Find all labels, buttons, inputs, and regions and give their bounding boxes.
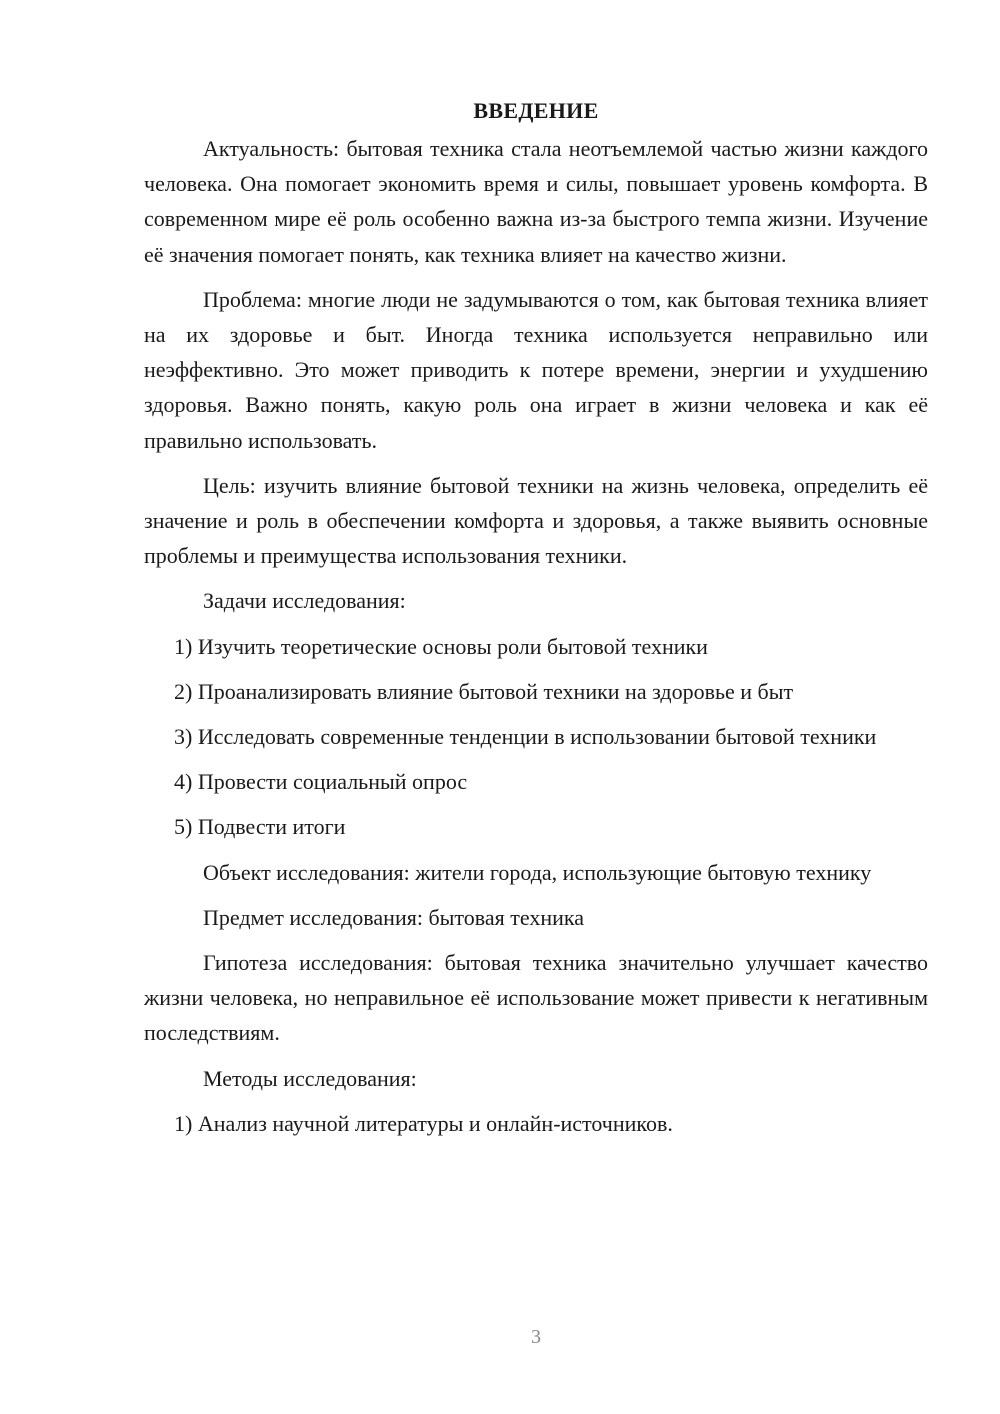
- problem-paragraph: Проблема: многие люди не задумываются о том, как бытовая техника влияет на их здоровье и быт. Иногда техника используется неправильно или неэффективно. Это может приводить к потере времени, энергии и ухудшению здоровья. Важно понять, какую роль она играет в жизни человека и как её правильно использовать.: [144, 286, 928, 453]
- hypothesis-paragraph: Гипотеза исследования: бытовая техника значительно улучшает качество жизни человека, но неправильное её использование может привести к негативным последствиям.: [144, 950, 928, 1046]
- methods-title: Методы исследования:: [203, 1065, 417, 1091]
- tasks-title: Задачи исследования:: [203, 588, 406, 614]
- task-item-2: 2) Проанализировать влияние бытовой техники на здоровье и быт: [174, 678, 794, 704]
- page-number: 3: [531, 1326, 541, 1348]
- object-paragraph: Объект исследования: жители города, использующие бытовую технику: [203, 859, 872, 885]
- task-item-5: 5) Подвести итоги: [174, 814, 346, 840]
- task-item-3: 3) Исследовать современные тенденции в использовании бытовой техники: [174, 724, 877, 750]
- method-item-1: 1) Анализ научной литературы и онлайн-источников.: [174, 1110, 673, 1136]
- subject-paragraph: Предмет исследования: бытовая техника: [203, 904, 584, 930]
- section-heading: ВВЕДЕНИЕ: [473, 98, 599, 123]
- task-item-1: 1) Изучить теоретические основы роли бытовой техники: [174, 633, 708, 659]
- task-item-4: 4) Провести социальный опрос: [174, 769, 468, 795]
- goal-paragraph: Цель: изучить влияние бытовой техники на жизнь человека, определить её значение и роль в обеспечении комфорта и здоровья, а также выявить основные проблемы и преимущества использования техники.: [144, 472, 928, 569]
- document-page: [144, 95, 928, 1151]
- relevance-paragraph: Актуальность: бытовая техника стала неотъемлемой частью жизни каждого человека. Она помогает экономить время и силы, повышает уровень комфорта. В современном мире её роль особенно важна из-за быстрого темпа жизни. Изучение её значения помогает понять, как техника влияет на качество жизни.: [144, 136, 928, 267]
